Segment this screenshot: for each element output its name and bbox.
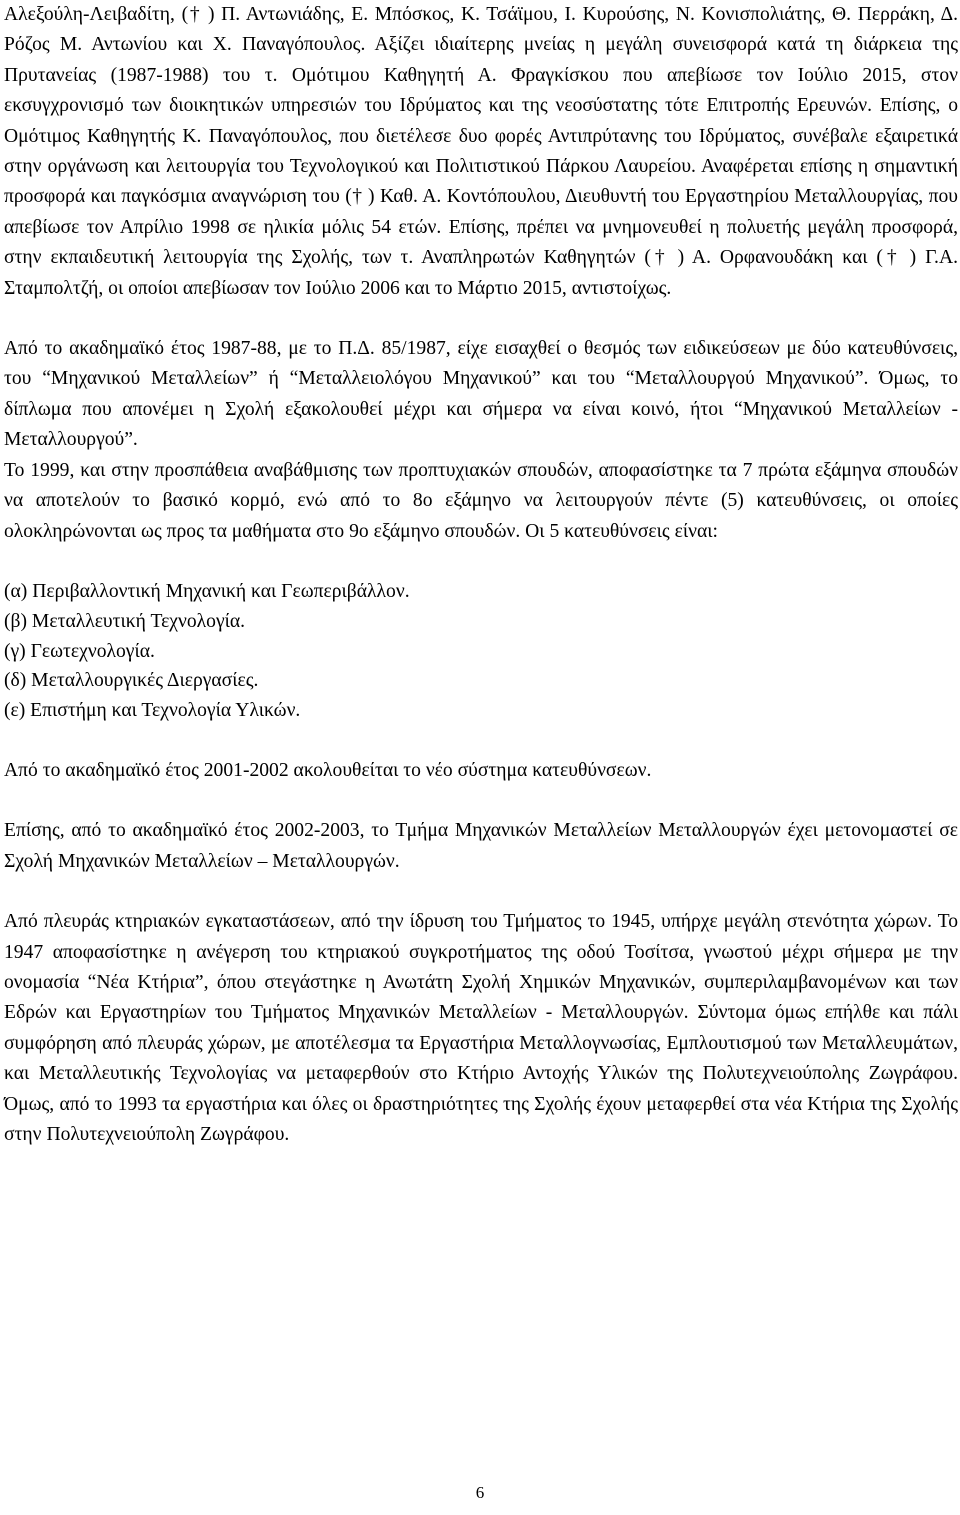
paragraph-renaming: Επίσης, από το ακαδημαϊκό έτος 2002-2003, το Τμήμα Μηχανικών Μεταλλείων Μεταλλουργών έχει μετονομαστεί σε Σχολή Μηχανικών Μεταλλείων – Μεταλλουργών. bbox=[4, 820, 958, 872]
list-item: (α) Περιβαλλοντική Μηχανική και Γεωπεριβάλλον. bbox=[4, 580, 410, 602]
paragraph-spacer bbox=[4, 877, 958, 907]
paragraph-specializations-history: Από το ακαδημαϊκό έτος 1987-88, με το Π.Δ. 85/1987, είχε εισαχθεί ο θεσμός των ειδικεύσεων με δύο κατευθύνσεις, του “Μηχανικού Μεταλλείων” ή “Μεταλλειολόγου Μηχανικού” και του “Μεταλλουργού Μηχανικού”. Όμως, το δίπλωμα που απονέμει η Σχολή εξακολουθεί μέχρι και σήμερα να είναι κοινό, ήτοι “Μηχανικού Μεταλλείων - Μεταλλουργού”. bbox=[4, 338, 958, 451]
paragraph-new-system: Από το ακαδημαϊκό έτος 2001-2002 ακολουθείται το νέο σύστημα κατευθύνσεων. bbox=[4, 759, 652, 781]
document-page bbox=[4, 0, 958, 1150]
specializations-list bbox=[4, 577, 958, 726]
paragraph-spacer bbox=[4, 726, 958, 756]
list-item: (γ) Γεωτεχνολογία. bbox=[4, 640, 155, 662]
paragraph-spacer bbox=[4, 547, 958, 577]
paragraph-buildings: Από πλευράς κτηριακών εγκαταστάσεων, από την ίδρυση του Τμήματος το 1945, υπήρχε μεγάλη στενότητα χώρων. Το 1947 αποφασίστηκε η ανέγερση του κτηριακού συγκροτήματος της οδού Τοσίτσα, γνωστού μέχρι σήμερα με την ονομασία “Νέα Κτήρια”, όπου στεγάστηκε η Ανωτάτη Σχολή Χημικών Μηχανικών, συμπεριλαμβανομένων και των Εδρών και Εργαστηρίων του Τμήματος Μηχανικών Μεταλλείων - Μεταλλουργών. Σύντομα όμως επήλθε και πάλι συμφόρηση από πλευράς χώρων, με αποτέλεσμα τα Εργαστήρια Μεταλλογνωσίας, Εμπλουτισμού των Μεταλλευμάτων, και Μεταλλευτικής Τεχνολογίας να μεταφερθούν στο Κτήριο Αντοχής Υλικών της Πολυτεχνειούπολης Ζωγράφου. Όμως, από το 1993 τα εργαστήρια και όλες οι δραστηριότητες της Σχολής έχουν μεταφερθεί στα νέα Κτήρια της Σχολής στην Πολυτεχνειούπολη Ζωγράφου. bbox=[4, 911, 958, 1145]
list-item: (β) Μεταλλευτική Τεχνολογία. bbox=[4, 610, 246, 632]
list-item: (ε) Επιστήμη και Τεχνολογία Υλικών. bbox=[4, 700, 301, 722]
paragraph-spacer bbox=[4, 786, 958, 816]
paragraph-tribute: Αλεξούλη-Λειβαδίτη, († ) Π. Αντωνιάδης, Ε. Μπόσκος, Κ. Τσάϊμου, Ι. Κυρούσης, Ν. Κονισπολιάτης, Θ. Περράκη, Δ. Ρόζος Μ. Αντωνίου και Χ. Παναγόπουλος. Αξίζει ιδιαίτερης μνείας η μεγάλη συνεισφορά κατά τη διάρκεια της Πρυτανείας (1987-1988) του τ. Ομότιμου Καθηγητή Α. Φραγκίσκου που απεβίωσε τον Ιούλιο 2015, στον εκσυγχρονισμό των διοικητικών υπηρεσιών του Ιδρύματος και της νεοσύστατης τότε Επιτροπής Ερευνών. Επίσης, ο Ομότιμος Καθηγητής Κ. Παναγόπουλος, που διετέλεσε δυο φορές Αντιπρύτανης του Ιδρύματος, συνέβαλε εξαιρετικά στην οργάνωση και λειτουργία του Τεχνολογικού και Πολιτιστικού Πάρκου Λαυρείου. Αναφέρεται επίσης η σημαντική προσφορά και παγκόσμια αναγνώριση του († ) Καθ. Α. Κοντόπουλου, Διευθυντή του Εργαστηρίου Μεταλλουργίας, που απεβίωσε τον Απρίλιο 1998 σε ηλικία μόλις 54 ετών. Επίσης, πρέπει να μνημονευθεί η πολυετής μεγάλη προσφορά, στην εκπαιδευτική λειτουργία της Σχολής, των τ. Αναπληρωτών Καθηγητών († ) Α. Ορφανουδάκη και († ) Γ.Α. Σταμπολτζή, οι οποίοι απεβίωσαν τον Ιούλιο 2006 και το Μάρτιο 2015, αντιστοίχως. bbox=[4, 4, 958, 299]
page-number: 6 bbox=[475, 1483, 485, 1502]
paragraph-1999-reform: Το 1999, και στην προσπάθεια αναβάθμισης των προπτυχιακών σπουδών, αποφασίστηκε τα 7 πρώτα εξάμηνα σπουδών να αποτελούν το βασικό κορμό, ενώ από το 8ο εξάμηνο να λειτουργούν πέντε (5) κατευθύνσεις, οι οποίες ολοκληρώνονται ως προς τα μαθήματα στο 9ο εξάμηνο σπουδών. Οι 5 κατευθύνσεις είναι: bbox=[4, 459, 958, 542]
list-item: (δ) Μεταλλουργικές Διεργασίες. bbox=[4, 670, 259, 692]
paragraph-spacer bbox=[4, 304, 958, 334]
